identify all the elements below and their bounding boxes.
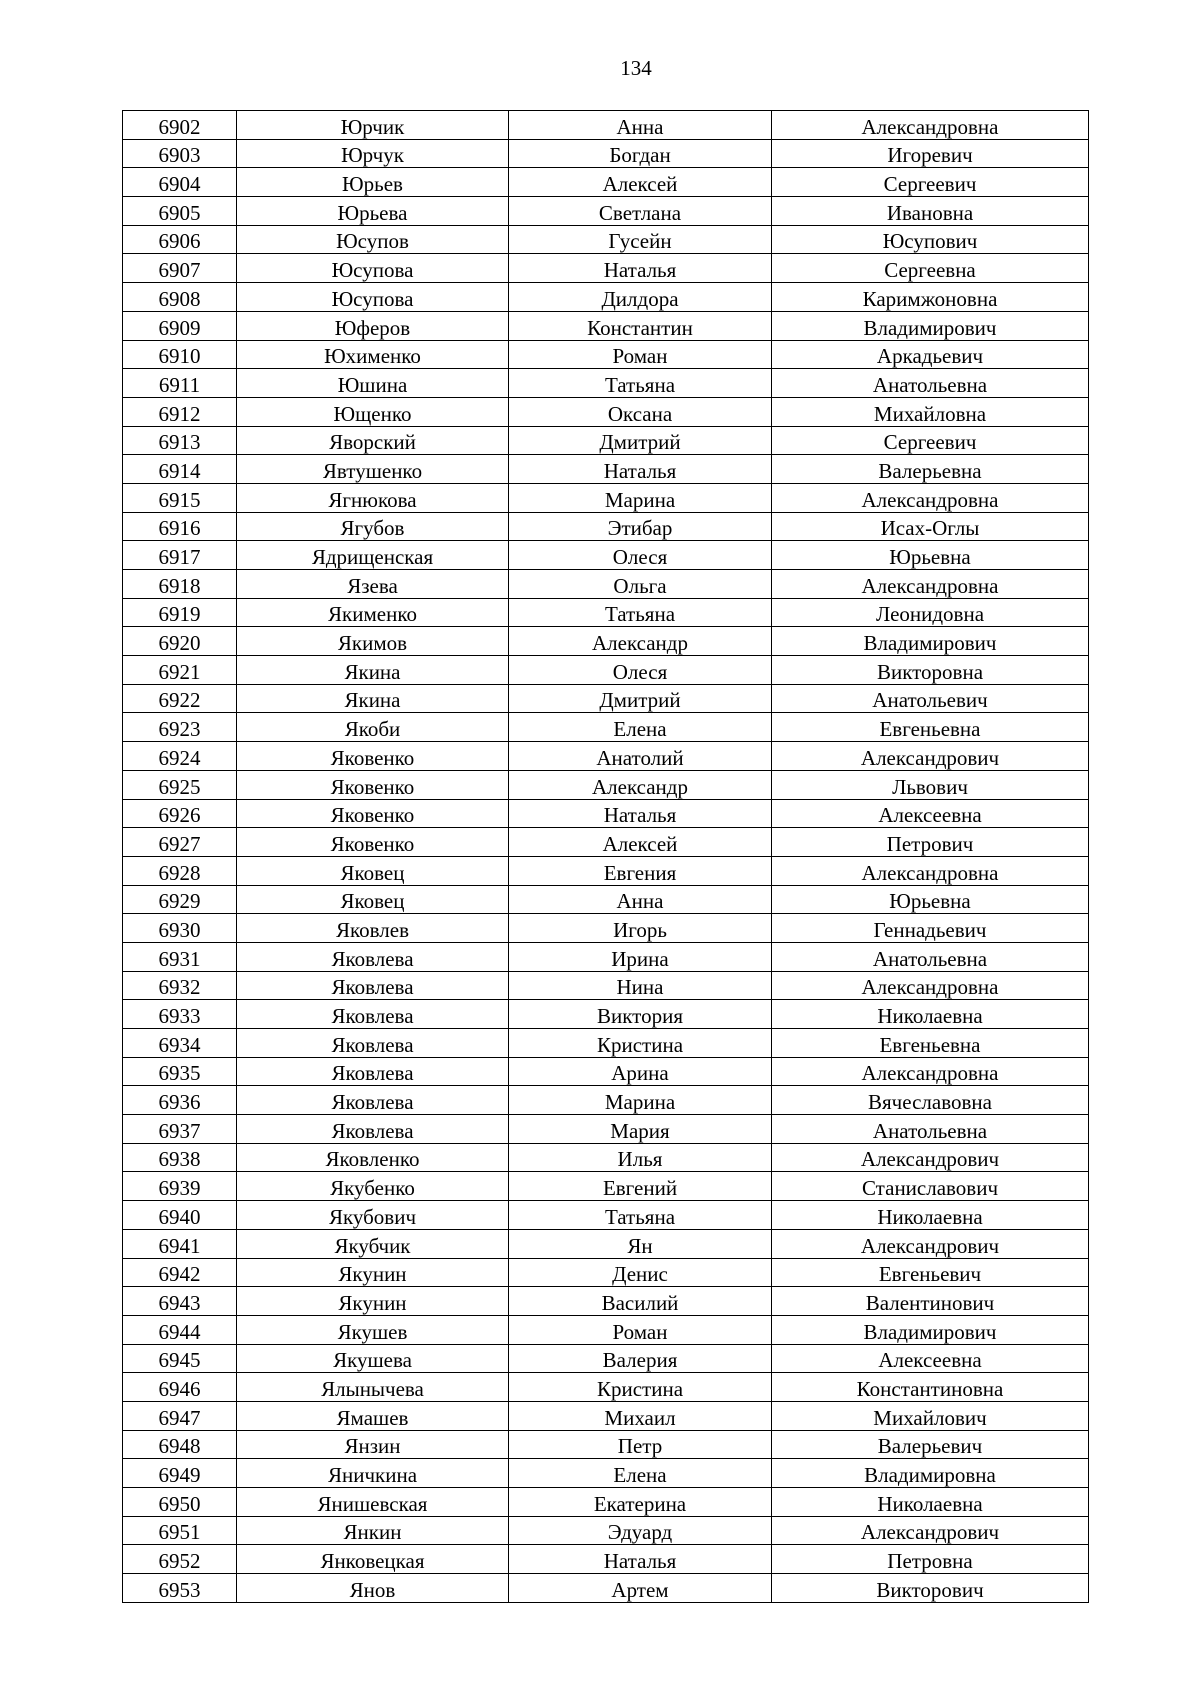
patronymic-cell: Ивановна bbox=[772, 197, 1089, 226]
patronymic-cell: Петровна bbox=[772, 1545, 1089, 1574]
first-name-cell: Олеся bbox=[509, 541, 772, 570]
table-row bbox=[123, 1488, 1089, 1517]
first-name-cell: Александр bbox=[509, 770, 772, 799]
table-row bbox=[123, 254, 1089, 283]
first-name-cell: Игорь bbox=[509, 914, 772, 943]
first-name-cell: Елена bbox=[509, 713, 772, 742]
first-name-cell: Дмитрий bbox=[509, 684, 772, 713]
last-name-cell: Янкин bbox=[237, 1516, 509, 1545]
patronymic-cell: Евгеньевич bbox=[772, 1258, 1089, 1287]
table-row bbox=[123, 1086, 1089, 1115]
table-row bbox=[123, 397, 1089, 426]
first-name-cell: Ян bbox=[509, 1229, 772, 1258]
row-number-cell: 6906 bbox=[123, 225, 237, 254]
table-row bbox=[123, 1258, 1089, 1287]
patronymic-cell: Алексеевна bbox=[772, 1344, 1089, 1373]
patronymic-cell: Николаевна bbox=[772, 1488, 1089, 1517]
table-row bbox=[123, 1574, 1089, 1603]
table-row bbox=[123, 856, 1089, 885]
row-number-cell: 6931 bbox=[123, 942, 237, 971]
first-name-cell: Ирина bbox=[509, 942, 772, 971]
first-name-cell: Марина bbox=[509, 483, 772, 512]
last-name-cell: Ядрищенская bbox=[237, 541, 509, 570]
table-row bbox=[123, 1115, 1089, 1144]
table-row bbox=[123, 455, 1089, 484]
first-name-cell: Наталья bbox=[509, 799, 772, 828]
last-name-cell: Якоби bbox=[237, 713, 509, 742]
table-row bbox=[123, 570, 1089, 599]
row-number-cell: 6916 bbox=[123, 512, 237, 541]
row-number-cell: 6938 bbox=[123, 1143, 237, 1172]
patronymic-cell: Евгеньевна bbox=[772, 1029, 1089, 1058]
row-number-cell: 6946 bbox=[123, 1373, 237, 1402]
last-name-cell: Ялынычева bbox=[237, 1373, 509, 1402]
table-row bbox=[123, 225, 1089, 254]
first-name-cell: Татьяна bbox=[509, 369, 772, 398]
table-row bbox=[123, 1143, 1089, 1172]
table-row bbox=[123, 1201, 1089, 1230]
first-name-cell: Евгений bbox=[509, 1172, 772, 1201]
row-number-cell: 6903 bbox=[123, 139, 237, 168]
first-name-cell: Виктория bbox=[509, 1000, 772, 1029]
table-row bbox=[123, 1545, 1089, 1574]
row-number-cell: 6914 bbox=[123, 455, 237, 484]
first-name-cell: Алексей bbox=[509, 168, 772, 197]
row-number-cell: 6922 bbox=[123, 684, 237, 713]
last-name-cell: Якубенко bbox=[237, 1172, 509, 1201]
last-name-cell: Яковлева bbox=[237, 1057, 509, 1086]
patronymic-cell: Валерьевна bbox=[772, 455, 1089, 484]
patronymic-cell: Леонидовна bbox=[772, 598, 1089, 627]
last-name-cell: Язева bbox=[237, 570, 509, 599]
last-name-cell: Янов bbox=[237, 1574, 509, 1603]
table-row bbox=[123, 598, 1089, 627]
patronymic-cell: Владимирович bbox=[772, 627, 1089, 656]
row-number-cell: 6927 bbox=[123, 828, 237, 857]
table-row bbox=[123, 799, 1089, 828]
last-name-cell: Юшина bbox=[237, 369, 509, 398]
table-row bbox=[123, 512, 1089, 541]
last-name-cell: Яковлева bbox=[237, 1086, 509, 1115]
row-number-cell: 6915 bbox=[123, 483, 237, 512]
first-name-cell: Богдан bbox=[509, 139, 772, 168]
last-name-cell: Юферов bbox=[237, 311, 509, 340]
patronymic-cell: Евгеньевна bbox=[772, 713, 1089, 742]
patronymic-cell: Юрьевна bbox=[772, 541, 1089, 570]
table-row bbox=[123, 1057, 1089, 1086]
patronymic-cell: Геннадьевич bbox=[772, 914, 1089, 943]
first-name-cell: Евгения bbox=[509, 856, 772, 885]
first-name-cell: Дмитрий bbox=[509, 426, 772, 455]
row-number-cell: 6920 bbox=[123, 627, 237, 656]
table-row bbox=[123, 1315, 1089, 1344]
first-name-cell: Екатерина bbox=[509, 1488, 772, 1517]
patronymic-cell: Михайловна bbox=[772, 397, 1089, 426]
last-name-cell: Якина bbox=[237, 656, 509, 685]
row-number-cell: 6944 bbox=[123, 1315, 237, 1344]
last-name-cell: Яковленко bbox=[237, 1143, 509, 1172]
row-number-cell: 6924 bbox=[123, 742, 237, 771]
last-name-cell: Яковенко bbox=[237, 742, 509, 771]
row-number-cell: 6904 bbox=[123, 168, 237, 197]
row-number-cell: 6947 bbox=[123, 1401, 237, 1430]
patronymic-cell: Анатольевна bbox=[772, 1115, 1089, 1144]
patronymic-cell: Валентинович bbox=[772, 1287, 1089, 1316]
patronymic-cell: Викторовна bbox=[772, 656, 1089, 685]
last-name-cell: Явтушенко bbox=[237, 455, 509, 484]
patronymic-cell: Анатольевич bbox=[772, 684, 1089, 713]
first-name-cell: Анна bbox=[509, 111, 772, 140]
first-name-cell: Илья bbox=[509, 1143, 772, 1172]
table-row bbox=[123, 1229, 1089, 1258]
patronymic-cell: Анатольевна bbox=[772, 369, 1089, 398]
row-number-cell: 6930 bbox=[123, 914, 237, 943]
patronymic-cell: Александровна bbox=[772, 483, 1089, 512]
last-name-cell: Якушев bbox=[237, 1315, 509, 1344]
last-name-cell: Якубович bbox=[237, 1201, 509, 1230]
first-name-cell: Василий bbox=[509, 1287, 772, 1316]
row-number-cell: 6935 bbox=[123, 1057, 237, 1086]
patronymic-cell: Анатольевна bbox=[772, 942, 1089, 971]
first-name-cell: Оксана bbox=[509, 397, 772, 426]
row-number-cell: 6926 bbox=[123, 799, 237, 828]
last-name-cell: Яничкина bbox=[237, 1459, 509, 1488]
first-name-cell: Наталья bbox=[509, 1545, 772, 1574]
first-name-cell: Артем bbox=[509, 1574, 772, 1603]
table-row bbox=[123, 684, 1089, 713]
patronymic-cell: Игоревич bbox=[772, 139, 1089, 168]
row-number-cell: 6919 bbox=[123, 598, 237, 627]
row-number-cell: 6908 bbox=[123, 283, 237, 312]
patronymic-cell: Владимирович bbox=[772, 311, 1089, 340]
patronymic-cell: Александровна bbox=[772, 111, 1089, 140]
row-number-cell: 6911 bbox=[123, 369, 237, 398]
last-name-cell: Юрьева bbox=[237, 197, 509, 226]
table-row bbox=[123, 340, 1089, 369]
last-name-cell: Юсупова bbox=[237, 283, 509, 312]
first-name-cell: Анатолий bbox=[509, 742, 772, 771]
last-name-cell: Яковец bbox=[237, 856, 509, 885]
row-number-cell: 6951 bbox=[123, 1516, 237, 1545]
table-row bbox=[123, 1287, 1089, 1316]
patronymic-cell: Александровна bbox=[772, 570, 1089, 599]
table-row bbox=[123, 1401, 1089, 1430]
patronymic-cell: Александровна bbox=[772, 856, 1089, 885]
table-row bbox=[123, 1344, 1089, 1373]
first-name-cell: Наталья bbox=[509, 455, 772, 484]
patronymic-cell: Юсупович bbox=[772, 225, 1089, 254]
first-name-cell: Денис bbox=[509, 1258, 772, 1287]
last-name-cell: Яворский bbox=[237, 426, 509, 455]
row-number-cell: 6945 bbox=[123, 1344, 237, 1373]
patronymic-cell: Станиславович bbox=[772, 1172, 1089, 1201]
first-name-cell: Нина bbox=[509, 971, 772, 1000]
table-row bbox=[123, 1172, 1089, 1201]
last-name-cell: Юхименко bbox=[237, 340, 509, 369]
patronymic-cell: Михайлович bbox=[772, 1401, 1089, 1430]
last-name-cell: Ягнюкова bbox=[237, 483, 509, 512]
first-name-cell: Алексей bbox=[509, 828, 772, 857]
last-name-cell: Яковенко bbox=[237, 770, 509, 799]
row-number-cell: 6902 bbox=[123, 111, 237, 140]
patronymic-cell: Львович bbox=[772, 770, 1089, 799]
last-name-cell: Янишевская bbox=[237, 1488, 509, 1517]
first-name-cell: Этибар bbox=[509, 512, 772, 541]
table-row bbox=[123, 1516, 1089, 1545]
first-name-cell: Валерия bbox=[509, 1344, 772, 1373]
patronymic-cell: Владимировна bbox=[772, 1459, 1089, 1488]
row-number-cell: 6953 bbox=[123, 1574, 237, 1603]
first-name-cell: Петр bbox=[509, 1430, 772, 1459]
patronymic-cell: Исах-Оглы bbox=[772, 512, 1089, 541]
row-number-cell: 6929 bbox=[123, 885, 237, 914]
first-name-cell: Татьяна bbox=[509, 598, 772, 627]
table-row bbox=[123, 942, 1089, 971]
table-row bbox=[123, 1459, 1089, 1488]
table-row bbox=[123, 283, 1089, 312]
row-number-cell: 6950 bbox=[123, 1488, 237, 1517]
table-row bbox=[123, 426, 1089, 455]
table-row bbox=[123, 168, 1089, 197]
first-name-cell: Наталья bbox=[509, 254, 772, 283]
table-row bbox=[123, 627, 1089, 656]
last-name-cell: Яковец bbox=[237, 885, 509, 914]
first-name-cell: Анна bbox=[509, 885, 772, 914]
row-number-cell: 6912 bbox=[123, 397, 237, 426]
last-name-cell: Яковлева bbox=[237, 942, 509, 971]
table-row bbox=[123, 1373, 1089, 1402]
patronymic-cell: Юрьевна bbox=[772, 885, 1089, 914]
patronymic-cell: Николаевна bbox=[772, 1201, 1089, 1230]
last-name-cell: Якубчик bbox=[237, 1229, 509, 1258]
last-name-cell: Юсупова bbox=[237, 254, 509, 283]
page-number: 134 bbox=[620, 56, 652, 80]
last-name-cell: Юрьев bbox=[237, 168, 509, 197]
first-name-cell: Кристина bbox=[509, 1373, 772, 1402]
patronymic-cell: Александрович bbox=[772, 1143, 1089, 1172]
row-number-cell: 6943 bbox=[123, 1287, 237, 1316]
last-name-cell: Яковлева bbox=[237, 1029, 509, 1058]
first-name-cell: Александр bbox=[509, 627, 772, 656]
table-row bbox=[123, 914, 1089, 943]
table-row bbox=[123, 139, 1089, 168]
last-name-cell: Янковецкая bbox=[237, 1545, 509, 1574]
row-number-cell: 6933 bbox=[123, 1000, 237, 1029]
first-name-cell: Кристина bbox=[509, 1029, 772, 1058]
last-name-cell: Юсупов bbox=[237, 225, 509, 254]
last-name-cell: Яковлев bbox=[237, 914, 509, 943]
row-number-cell: 6910 bbox=[123, 340, 237, 369]
last-name-cell: Яковлева bbox=[237, 1115, 509, 1144]
first-name-cell: Ольга bbox=[509, 570, 772, 599]
table-row bbox=[123, 713, 1089, 742]
patronymic-cell: Александрович bbox=[772, 1229, 1089, 1258]
first-name-cell: Дилдора bbox=[509, 283, 772, 312]
row-number-cell: 6952 bbox=[123, 1545, 237, 1574]
last-name-cell: Якимов bbox=[237, 627, 509, 656]
last-name-cell: Якунин bbox=[237, 1287, 509, 1316]
row-number-cell: 6918 bbox=[123, 570, 237, 599]
patronymic-cell: Аркадьевич bbox=[772, 340, 1089, 369]
last-name-cell: Юрчик bbox=[237, 111, 509, 140]
first-name-cell: Мария bbox=[509, 1115, 772, 1144]
row-number-cell: 6917 bbox=[123, 541, 237, 570]
patronymic-cell: Владимирович bbox=[772, 1315, 1089, 1344]
table-row bbox=[123, 770, 1089, 799]
row-number-cell: 6909 bbox=[123, 311, 237, 340]
last-name-cell: Янзин bbox=[237, 1430, 509, 1459]
row-number-cell: 6937 bbox=[123, 1115, 237, 1144]
last-name-cell: Ягубов bbox=[237, 512, 509, 541]
table-row bbox=[123, 311, 1089, 340]
patronymic-cell: Александрович bbox=[772, 1516, 1089, 1545]
first-name-cell: Елена bbox=[509, 1459, 772, 1488]
first-name-cell: Татьяна bbox=[509, 1201, 772, 1230]
row-number-cell: 6905 bbox=[123, 197, 237, 226]
last-name-cell: Якименко bbox=[237, 598, 509, 627]
patronymic-cell: Александровна bbox=[772, 1057, 1089, 1086]
row-number-cell: 6949 bbox=[123, 1459, 237, 1488]
row-number-cell: 6923 bbox=[123, 713, 237, 742]
last-name-cell: Юрчук bbox=[237, 139, 509, 168]
first-name-cell: Роман bbox=[509, 1315, 772, 1344]
first-name-cell: Эдуард bbox=[509, 1516, 772, 1545]
last-name-cell: Яковенко bbox=[237, 828, 509, 857]
last-name-cell: Ямашев bbox=[237, 1401, 509, 1430]
table-row bbox=[123, 1000, 1089, 1029]
first-name-cell: Арина bbox=[509, 1057, 772, 1086]
patronymic-cell: Валерьевич bbox=[772, 1430, 1089, 1459]
table-row bbox=[123, 1029, 1089, 1058]
patronymic-cell: Алексеевна bbox=[772, 799, 1089, 828]
row-number-cell: 6925 bbox=[123, 770, 237, 799]
patronymic-cell: Сергеевич bbox=[772, 168, 1089, 197]
table-row bbox=[123, 656, 1089, 685]
roster-table bbox=[122, 110, 1089, 1603]
patronymic-cell: Вячеславовна bbox=[772, 1086, 1089, 1115]
table-row bbox=[123, 369, 1089, 398]
last-name-cell: Яковлева bbox=[237, 1000, 509, 1029]
last-name-cell: Ющенко bbox=[237, 397, 509, 426]
row-number-cell: 6941 bbox=[123, 1229, 237, 1258]
row-number-cell: 6921 bbox=[123, 656, 237, 685]
table-row bbox=[123, 111, 1089, 140]
first-name-cell: Михаил bbox=[509, 1401, 772, 1430]
row-number-cell: 6913 bbox=[123, 426, 237, 455]
patronymic-cell: Каримжоновна bbox=[772, 283, 1089, 312]
first-name-cell: Гусейн bbox=[509, 225, 772, 254]
row-number-cell: 6942 bbox=[123, 1258, 237, 1287]
row-number-cell: 6948 bbox=[123, 1430, 237, 1459]
patronymic-cell: Александрович bbox=[772, 742, 1089, 771]
last-name-cell: Якунин bbox=[237, 1258, 509, 1287]
patronymic-cell: Петрович bbox=[772, 828, 1089, 857]
table-row bbox=[123, 885, 1089, 914]
patronymic-cell: Сергеевич bbox=[772, 426, 1089, 455]
first-name-cell: Константин bbox=[509, 311, 772, 340]
row-number-cell: 6928 bbox=[123, 856, 237, 885]
row-number-cell: 6940 bbox=[123, 1201, 237, 1230]
table-row bbox=[123, 197, 1089, 226]
row-number-cell: 6939 bbox=[123, 1172, 237, 1201]
patronymic-cell: Сергеевна bbox=[772, 254, 1089, 283]
row-number-cell: 6907 bbox=[123, 254, 237, 283]
row-number-cell: 6936 bbox=[123, 1086, 237, 1115]
first-name-cell: Светлана bbox=[509, 197, 772, 226]
table-row bbox=[123, 541, 1089, 570]
patronymic-cell: Викторович bbox=[772, 1574, 1089, 1603]
last-name-cell: Якина bbox=[237, 684, 509, 713]
patronymic-cell: Константиновна bbox=[772, 1373, 1089, 1402]
table-row bbox=[123, 742, 1089, 771]
table-row bbox=[123, 828, 1089, 857]
last-name-cell: Якушева bbox=[237, 1344, 509, 1373]
patronymic-cell: Николаевна bbox=[772, 1000, 1089, 1029]
last-name-cell: Яковенко bbox=[237, 799, 509, 828]
first-name-cell: Марина bbox=[509, 1086, 772, 1115]
first-name-cell: Олеся bbox=[509, 656, 772, 685]
table-row bbox=[123, 971, 1089, 1000]
roster-body bbox=[123, 111, 1089, 1603]
row-number-cell: 6934 bbox=[123, 1029, 237, 1058]
first-name-cell: Роман bbox=[509, 340, 772, 369]
last-name-cell: Яковлева bbox=[237, 971, 509, 1000]
row-number-cell: 6932 bbox=[123, 971, 237, 1000]
table-row bbox=[123, 483, 1089, 512]
table-row bbox=[123, 1430, 1089, 1459]
patronymic-cell: Александровна bbox=[772, 971, 1089, 1000]
